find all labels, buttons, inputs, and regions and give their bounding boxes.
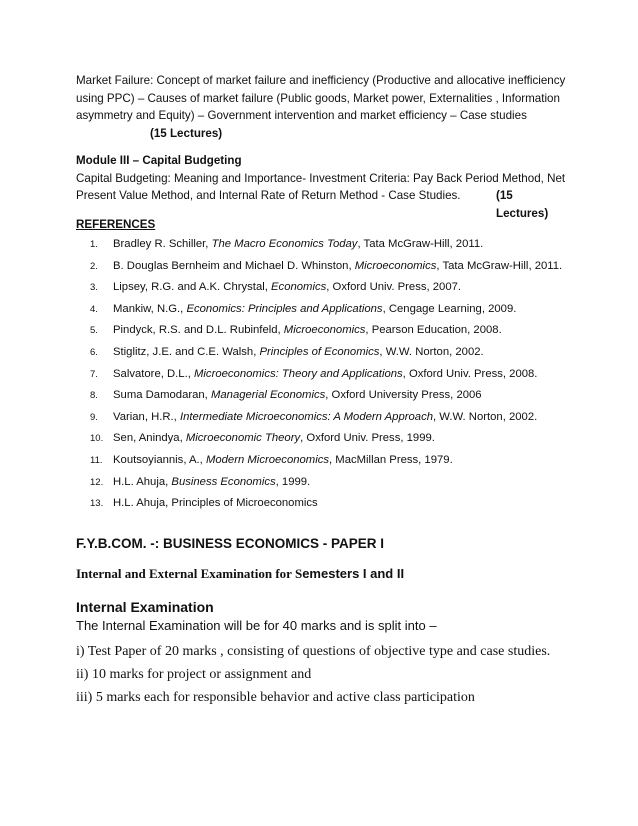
module-3-line-2-row	[76, 187, 568, 220]
module-3-line-1: Capital Budgeting: Meaning and Importance- Investment Criteria: Pay Back Period Method, Net	[76, 171, 566, 185]
references-heading: REFERENCES	[76, 218, 156, 231]
reference-number: 1.	[90, 239, 98, 250]
reference-publisher: , Oxford Univ. Press, 2008.	[402, 367, 538, 380]
reference-item	[90, 474, 590, 496]
reference-publisher: , Cengage Learning, 2009.	[382, 302, 517, 315]
reference-publisher: , Tata McGraw-Hill, 2011.	[357, 238, 484, 250]
reference-title: Business Economics	[171, 475, 276, 488]
reference-publisher: , Oxford Univ. Press, 2007.	[326, 281, 462, 294]
reference-item	[90, 452, 590, 474]
reference-publisher: , Oxford University Press, 2006	[325, 389, 482, 402]
reference-author: Varian, H.R.,	[113, 410, 180, 423]
reference-item	[90, 495, 590, 517]
reference-title: Microeconomics	[283, 324, 366, 337]
reference-number: 3.	[90, 282, 98, 294]
reference-title: Economics	[271, 281, 327, 294]
reference-author: Mankiw, N.G.,	[113, 302, 187, 315]
reference-title: Managerial Economics	[210, 389, 326, 402]
reference-author: Pindyck, R.S. and D.L. Rubinfeld,	[113, 324, 284, 337]
reference-author: B. Douglas Bernheim and Michael D. Whinston,	[113, 259, 355, 272]
market-failure-paragraph	[76, 72, 568, 142]
reference-number: 5.	[90, 325, 98, 337]
reference-author: Bradley R. Schiller,	[113, 238, 212, 250]
reference-publisher: , W.W. Norton, 2002.	[379, 345, 484, 358]
reference-number: 2.	[90, 260, 98, 272]
reference-number: 4.	[90, 303, 98, 315]
market-failure-lectures: (15 Lectures)	[150, 126, 223, 140]
reference-number: 10.	[90, 433, 104, 445]
reference-item	[90, 322, 590, 344]
reference-item	[90, 366, 590, 388]
reference-title: Principles of Economics	[259, 345, 380, 358]
market-failure-line-2: using PPC) – Causes of market failure (Public goods, Market power, Externalities , Information	[76, 91, 560, 105]
paper-subtitle-part-2: emesters I and II	[302, 566, 405, 581]
reference-item	[90, 279, 590, 301]
reference-author: Salvatore, D.L.,	[113, 367, 194, 380]
reference-author: H.L. Ahuja, Principles of Microeconomics	[113, 497, 318, 510]
reference-title: Modern Microeconomics	[205, 453, 330, 466]
market-failure-line-1: Market Failure: Concept of market failure and inefficiency (Productive and allocative inefficiency	[76, 74, 566, 87]
reference-number: 7.	[90, 368, 98, 380]
reference-item	[90, 430, 590, 452]
reference-title: Intermediate Microeconomics: A Modern Approach	[179, 410, 434, 423]
reference-number: 11.	[90, 454, 103, 466]
reference-number: 13.	[90, 498, 104, 510]
reference-title: The Macro Economics Today	[211, 238, 358, 250]
internal-item-1: i) Test Paper of 20 marks , consisting of questions of objective type and case studies.	[76, 644, 551, 659]
reference-title: Economics: Principles and Applications	[186, 302, 383, 315]
reference-title: Microeconomic Theory	[185, 432, 301, 445]
reference-publisher: , 1999.	[275, 475, 311, 488]
reference-title: Microeconomics: Theory and Applications	[194, 367, 403, 380]
references-list	[90, 236, 590, 517]
internal-exam-heading: Internal Examination	[76, 599, 214, 615]
module-3-line-2: Present Value Method, and Internal Rate of Return Method - Case Studies.	[76, 189, 461, 202]
internal-exam-intro: The Internal Examination will be for 40 marks and is split into –	[76, 618, 437, 633]
reference-number: 6.	[90, 346, 98, 358]
market-failure-line-3: asymmetry and Equity) – Government intervention and market efficiency – Case studies	[76, 109, 527, 122]
reference-item	[90, 301, 590, 323]
reference-number: 9.	[90, 411, 98, 423]
module-3-lectures: (15 Lectures)	[496, 189, 549, 220]
reference-item	[90, 387, 590, 409]
reference-author: Koutsoyiannis, A.,	[113, 453, 206, 466]
paper-title: F.Y.B.COM. -: BUSINESS ECONOMICS - PAPER I	[76, 536, 385, 551]
reference-publisher: , W.W. Norton, 2002.	[433, 410, 538, 423]
paper-subtitle	[76, 566, 404, 582]
reference-number: 12.	[90, 476, 104, 488]
internal-item-2: ii) 10 marks for project or assignment and	[76, 667, 312, 682]
reference-item	[90, 258, 590, 280]
paper-subtitle-part-1: Internal and External Examination for S	[76, 566, 303, 581]
reference-publisher: , MacMillan Press, 1979.	[329, 453, 453, 466]
reference-publisher: , Tata McGraw-Hill, 2011.	[436, 259, 563, 272]
reference-publisher: , Pearson Education, 2008.	[365, 324, 502, 337]
reference-publisher: , Oxford Univ. Press, 1999.	[300, 432, 435, 445]
reference-author: H.L. Ahuja,	[113, 475, 172, 488]
reference-item	[90, 344, 590, 366]
reference-item	[90, 409, 590, 431]
module-3-title: Module III – Capital Budgeting	[76, 154, 242, 167]
reference-number: 8.	[90, 390, 98, 402]
internal-item-3: iii) 5 marks each for responsible behavior and active class participation	[76, 690, 475, 705]
module-3-section	[76, 152, 568, 220]
reference-title: Microeconomics	[354, 259, 437, 272]
reference-item	[90, 236, 590, 258]
reference-author: Sen, Anindya,	[113, 432, 186, 445]
reference-author: Suma Damodaran,	[113, 389, 211, 402]
reference-author: Lipsey, R.G. and A.K. Chrystal,	[113, 281, 272, 294]
reference-author: Stiglitz, J.E. and C.E. Walsh,	[113, 345, 260, 358]
